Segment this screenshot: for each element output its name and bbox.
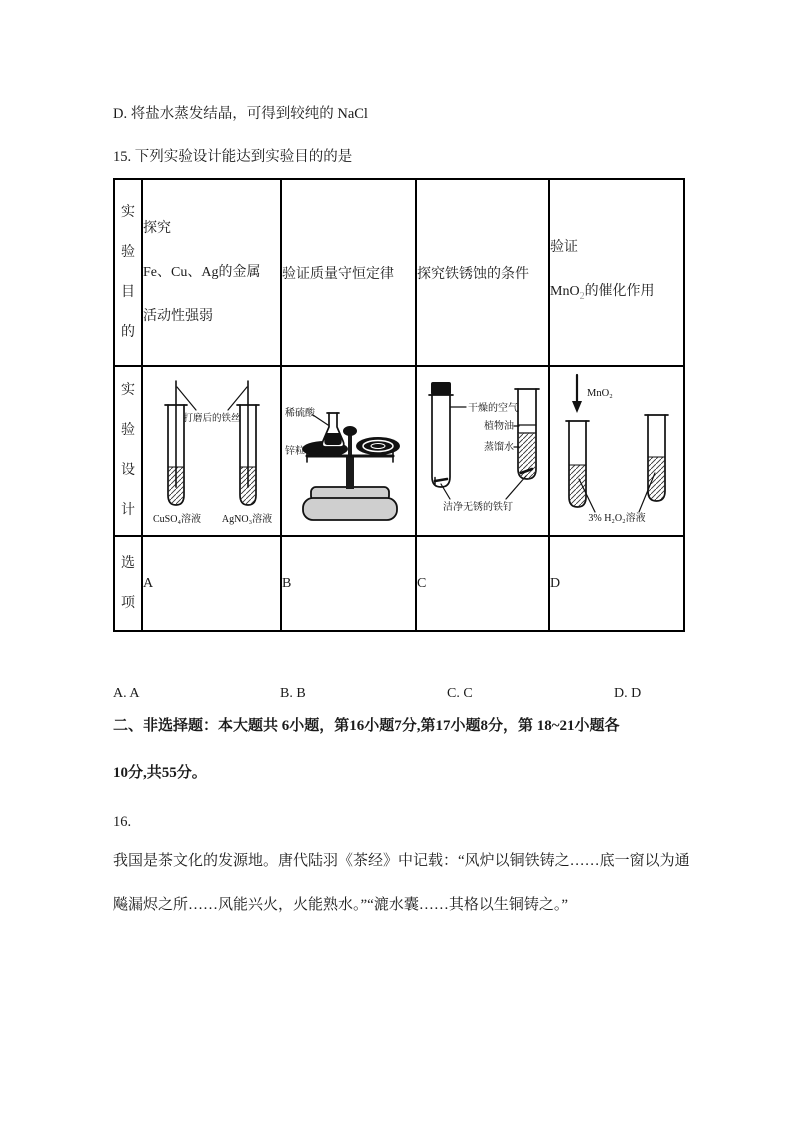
- wire-label: 打磨后的铁丝: [182, 413, 241, 424]
- row-header-purpose: [114, 179, 142, 366]
- answer-choices-row: [113, 686, 753, 702]
- purpose-a-line1: 探究: [143, 220, 171, 236]
- experiment-table: [113, 178, 685, 632]
- design-cell-b: [281, 366, 416, 536]
- purpose-d-suffix: 的催化作用: [584, 284, 655, 300]
- distilled-water-label: 蒸馏水: [483, 441, 514, 453]
- purpose-cell-d: [549, 179, 684, 366]
- design-cell-d: [549, 366, 684, 536]
- cuso4-label: CuSO₄溶液: [152, 513, 201, 525]
- option-cell-c: C: [416, 536, 549, 631]
- question-16-number: 16.: [113, 814, 132, 830]
- purpose-d-line2: [550, 270, 683, 319]
- section2-heading-line1: 二、非选择题：本大题共 6小题，第16小题7分,第17小题8分，第 18~21小题各: [113, 718, 620, 734]
- question-16-text-line1: 我国是茶文化的发源地。唐代陆羽《茶经》中记载：“风炉以铜铁铸之……底一窗以为通: [113, 853, 690, 869]
- purpose-cell-b: [281, 179, 416, 366]
- catalyst-diagram: [551, 369, 683, 529]
- row-header-design-label: 实验设计: [121, 383, 135, 518]
- agno3-label: AgNO₃溶液: [221, 513, 272, 525]
- purpose-c-text: 探究铁锈蚀的条件: [417, 266, 529, 282]
- purpose-cell-c: [416, 179, 549, 366]
- row-header-option: [114, 536, 142, 631]
- purpose-b-text: 验证质量守恒定律: [282, 266, 394, 282]
- dilute-acid-label: 稀硫酸: [284, 407, 315, 419]
- answer-choice-a: A. A: [113, 686, 140, 701]
- dry-air-label: 干燥的空气: [467, 402, 518, 414]
- prev-option-d-line: D. 将盐水蒸发结晶，可得到较纯的 NaCl: [113, 106, 368, 122]
- zinc-label: 锌粒: [284, 445, 305, 457]
- mno2-arrow-label: MnO₂: [586, 387, 613, 399]
- rubber-stopper: [431, 382, 451, 395]
- row-header-option-label: 选项: [121, 555, 135, 611]
- balance-scale-diagram: [283, 369, 415, 529]
- question-16-text-line2: 飚漏烬之所……风能兴火，火能熟水。”“漉水囊……其格以生铜铸之。”: [113, 897, 568, 913]
- row-header-design: [114, 366, 142, 536]
- h2o2-solution-label: 3% H₂O₂溶液: [587, 512, 646, 524]
- table-row-option: [114, 536, 684, 631]
- purpose-d-line1: 验证: [550, 240, 578, 256]
- purpose-a-line2: Fe、Cu、Ag的金属: [143, 264, 261, 280]
- purpose-cell-a: [142, 179, 281, 366]
- answer-choice-b: B. B: [280, 686, 306, 701]
- section2-heading-line2: 10分,共55分。: [113, 765, 207, 781]
- nail-left: [435, 479, 447, 481]
- purpose-a-line3: 活动性强弱: [143, 308, 213, 324]
- option-cell-a: A: [142, 536, 281, 631]
- design-cell-a: [142, 366, 281, 536]
- mno2-subscript: 2: [579, 290, 585, 302]
- answer-choice-c: C. C: [447, 686, 473, 701]
- question-15-stem: 15. 下列实验设计能达到实验目的的是: [113, 149, 353, 165]
- metal-activity-diagram: [146, 369, 278, 529]
- clean-nail-label: 洁净无锈的铁钉: [442, 501, 513, 513]
- option-cell-d: D: [549, 536, 684, 631]
- table-row-purpose: [114, 179, 684, 366]
- mno2-formula: MnO: [550, 284, 580, 300]
- rust-condition-diagram: [418, 369, 548, 529]
- design-cell-c: [416, 366, 549, 536]
- table-row-design: [114, 366, 684, 536]
- row-header-purpose-label: 实验目的: [121, 204, 135, 340]
- vegetable-oil-label: 植物油: [483, 420, 514, 432]
- option-cell-b: B: [281, 536, 416, 631]
- answer-choice-d: D. D: [614, 686, 642, 701]
